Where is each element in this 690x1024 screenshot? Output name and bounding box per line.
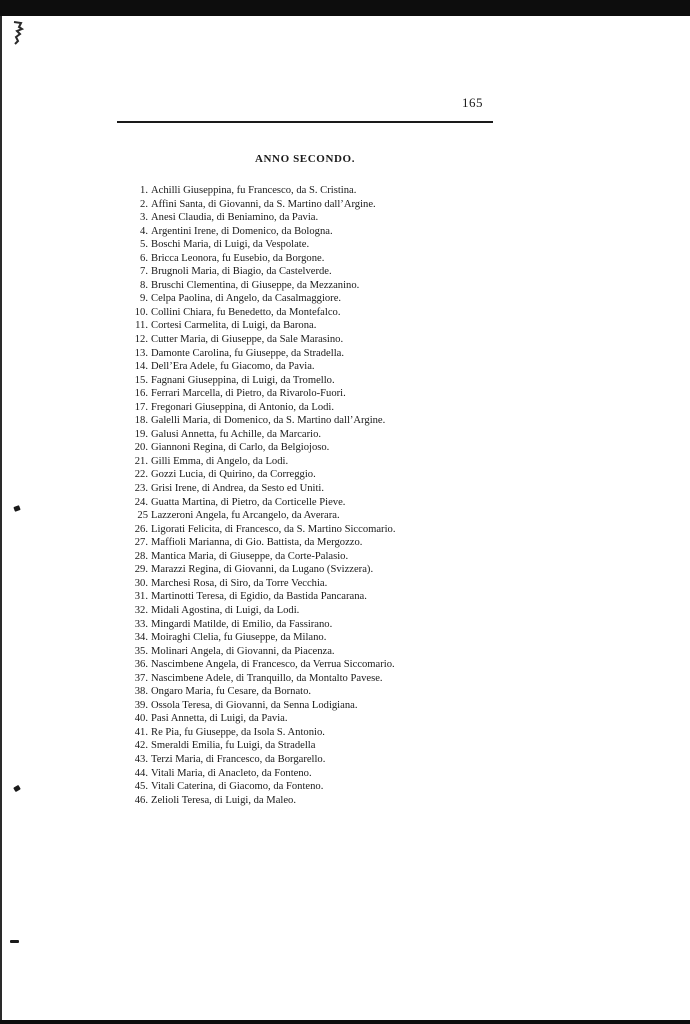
entry-text: Ongaro Maria, fu Cesare, da Bornato. xyxy=(151,686,312,698)
entry-text: Gozzi Lucia, di Quirino, da Correggio. xyxy=(151,469,316,481)
list-item xyxy=(118,306,498,320)
entry-text: Marazzi Regina, di Giovanni, da Lugano (Svizzera). xyxy=(151,564,374,576)
entry-number: 29. xyxy=(134,564,148,576)
list-item xyxy=(118,211,498,225)
entry-text: Terzi Maria, di Francesco, da Borgarello. xyxy=(151,753,326,765)
list-item xyxy=(118,441,498,455)
entry-number: 11. xyxy=(135,320,148,332)
margin-ink-mark xyxy=(13,505,20,512)
list-item xyxy=(118,184,498,198)
entry-number: 24. xyxy=(134,496,148,508)
list-item xyxy=(118,347,498,361)
entry-number: 17. xyxy=(134,401,148,413)
entry-text: Argentini Irene, di Domenico, da Bologna. xyxy=(151,225,333,237)
entry-number: 28. xyxy=(134,550,148,562)
entry-text: Mingardi Matilde, di Emilio, da Fassirano. xyxy=(151,618,333,630)
entry-text: Fagnani Giuseppina, di Luigi, da Tromello. xyxy=(151,374,335,386)
entry-number: 39. xyxy=(134,699,148,711)
list-item xyxy=(118,225,498,239)
list-item xyxy=(118,645,498,659)
entry-text: Boschi Maria, di Luigi, da Vespolate. xyxy=(151,239,310,251)
entry-number: 25 xyxy=(137,510,148,522)
entry-number: 15. xyxy=(134,374,148,386)
entry-number: 44. xyxy=(134,767,148,779)
entry-text: Celpa Paolina, di Angelo, da Casalmaggiore. xyxy=(151,293,342,305)
entry-number: 12. xyxy=(134,334,148,346)
entry-text: Lazzeroni Angela, fu Arcangelo, da Averara. xyxy=(151,510,340,522)
entry-number: 10. xyxy=(134,306,148,318)
entry-number: 2. xyxy=(140,198,148,210)
list-item xyxy=(118,387,498,401)
list-item xyxy=(118,374,498,388)
list-item xyxy=(118,794,498,808)
scan-top-border xyxy=(0,0,690,16)
ink-smudge-icon xyxy=(12,20,24,46)
list-item xyxy=(118,292,498,306)
entry-text: Achilli Giuseppina, fu Francesco, da S. Cristina. xyxy=(151,185,357,196)
section-title: ANNO SECONDO. xyxy=(254,153,356,165)
entry-text: Gilli Emma, di Angelo, da Lodi. xyxy=(151,455,289,467)
list-item xyxy=(118,455,498,469)
entry-number: 7. xyxy=(140,266,148,278)
entry-number: 27. xyxy=(134,537,148,549)
list-item xyxy=(118,604,498,618)
margin-ink-mark xyxy=(10,940,19,943)
entry-number: 26. xyxy=(134,523,148,535)
list-item xyxy=(118,712,498,726)
entry-number: 4. xyxy=(140,225,148,237)
list-item xyxy=(118,265,498,279)
margin-ink-mark xyxy=(13,785,21,792)
entry-number: 3. xyxy=(140,212,148,224)
list-item xyxy=(118,238,498,252)
entry-text: Nascimbene Angela, di Francesco, da Verrua Siccomario. xyxy=(151,659,395,671)
entry-number: 1. xyxy=(140,185,148,196)
entry-number: 16. xyxy=(134,388,148,400)
entry-text: Ossola Teresa, di Giovanni, da Senna Lodigiana. xyxy=(151,699,358,711)
list-item xyxy=(118,401,498,415)
list-item xyxy=(118,699,498,713)
entry-text: Dell’Era Adele, fu Giacomo, da Pavia. xyxy=(151,361,315,373)
list-item xyxy=(118,726,498,740)
entry-number: 18. xyxy=(134,415,148,427)
entry-text: Giannoni Regina, di Carlo, da Belgiojoso. xyxy=(151,442,330,454)
list-item xyxy=(118,590,498,604)
entry-text: Pasi Annetta, di Luigi, da Pavia. xyxy=(151,713,288,725)
list-item xyxy=(118,658,498,672)
entry-number: 20. xyxy=(134,442,148,454)
entry-number: 37. xyxy=(134,672,148,684)
entry-text: Grisi Irene, di Andrea, da Sesto ed Uniti. xyxy=(151,483,324,495)
entry-text: Cortesi Carmelita, di Luigi, da Barona. xyxy=(151,320,317,332)
list-item xyxy=(118,672,498,686)
entry-text: Collini Chiara, fu Benedetto, da Montefalco. xyxy=(151,306,341,318)
entry-text: Fregonari Giuseppina, di Antonio, da Lodi. xyxy=(151,401,335,413)
entry-text: Molinari Angela, di Giovanni, da Piacenza. xyxy=(151,645,335,657)
list-item xyxy=(118,780,498,794)
entry-number: 22. xyxy=(134,469,148,481)
entry-text: Affini Santa, di Giovanni, da S. Martino dall’Argine. xyxy=(151,198,376,210)
list-item xyxy=(118,360,498,374)
scan-left-edge xyxy=(0,16,2,1020)
list-item xyxy=(118,252,498,266)
list-item xyxy=(118,563,498,577)
entry-text: Bruschi Clementina, di Giuseppe, da Mezzanino. xyxy=(151,279,360,291)
list-item xyxy=(118,509,498,523)
entry-number: 41. xyxy=(134,726,148,738)
entry-text: Maffioli Marianna, di Gio. Battista, da Mergozzo. xyxy=(151,537,363,549)
entry-number: 36. xyxy=(134,659,148,671)
page-number: 165 xyxy=(462,95,483,110)
entry-text: Ligorati Felicita, di Francesco, da S. Martino Siccomario. xyxy=(151,523,396,535)
list-item xyxy=(118,631,498,645)
entry-number: 21. xyxy=(134,455,148,467)
entry-number: 19. xyxy=(134,428,148,440)
list-item xyxy=(118,577,498,591)
entry-text: Zelioli Teresa, di Luigi, da Maleo. xyxy=(151,794,296,806)
entry-number: 23. xyxy=(134,483,148,495)
entry-text: Guatta Martina, di Pietro, da Corticelle Pieve. xyxy=(151,496,346,508)
list-item xyxy=(118,428,498,442)
entry-text: Vitali Caterina, di Giacomo, da Fonteno. xyxy=(151,781,324,793)
entry-text: Damonte Carolina, fu Giuseppe, da Stradella. xyxy=(151,347,344,359)
entry-number: 46. xyxy=(134,794,148,806)
entry-text: Galusi Annetta, fu Achille, da Marcario. xyxy=(151,428,322,440)
entry-number: 33. xyxy=(134,618,148,630)
student-list xyxy=(118,184,498,807)
entry-text: Anesi Claudia, di Beniamino, da Pavia. xyxy=(151,212,319,224)
list-item xyxy=(118,496,498,510)
list-item xyxy=(118,536,498,550)
entry-number: 32. xyxy=(134,604,148,616)
list-item xyxy=(118,618,498,632)
entry-number: 8. xyxy=(140,279,148,291)
entry-text: Mantica Maria, di Giuseppe, da Corte-Palasio. xyxy=(151,550,349,562)
list-item xyxy=(118,550,498,564)
entry-text: Vitali Maria, di Anacleto, da Fonteno. xyxy=(151,767,312,779)
list-item xyxy=(118,739,498,753)
list-item xyxy=(118,468,498,482)
list-item xyxy=(118,198,498,212)
entry-number: 34. xyxy=(134,632,148,644)
scan-bottom-border xyxy=(0,1020,690,1024)
entry-number: 43. xyxy=(134,753,148,765)
list-item xyxy=(118,767,498,781)
entry-number: 35. xyxy=(134,645,148,657)
list-item xyxy=(118,279,498,293)
list-item xyxy=(118,523,498,537)
entry-number: 9. xyxy=(140,293,148,305)
entry-text: Brugnoli Maria, di Biagio, da Castelverde. xyxy=(151,266,332,278)
entry-number: 42. xyxy=(134,740,148,752)
list-item xyxy=(118,333,498,347)
entry-number: 38. xyxy=(134,686,148,698)
entry-text: Galelli Maria, di Domenico, da S. Martino dall’Argine. xyxy=(151,415,386,427)
entry-text: Re Pia, fu Giuseppe, da Isola S. Antonio. xyxy=(151,726,325,738)
list-item xyxy=(118,482,498,496)
entry-number: 40. xyxy=(134,713,148,725)
list-item xyxy=(118,414,498,428)
entry-number: 31. xyxy=(134,591,148,603)
entry-text: Bricca Leonora, fu Eusebio, da Borgone. xyxy=(151,252,325,264)
entry-text: Midali Agostina, di Luigi, da Lodi. xyxy=(151,604,300,616)
entry-number: 6. xyxy=(140,252,148,264)
header-rule xyxy=(117,121,493,123)
entry-number: 30. xyxy=(134,577,148,589)
entry-number: 5. xyxy=(140,239,148,251)
entry-text: Nascimbene Adele, di Tranquillo, da Montalto Pavese. xyxy=(151,672,383,684)
entry-text: Cutter Maria, di Giuseppe, da Sale Marasino. xyxy=(151,334,344,346)
entry-number: 45. xyxy=(134,781,148,793)
entry-text: Smeraldi Emilia, fu Luigi, da Stradella xyxy=(151,740,316,752)
list-item xyxy=(118,753,498,767)
entry-text: Ferrari Marcella, di Pietro, da Rivarolo-Fuori. xyxy=(151,388,346,400)
entry-text: Martinotti Teresa, di Egidio, da Bastida Pancarana. xyxy=(151,591,367,603)
entry-text: Moiraghi Clelia, fu Giuseppe, da Milano. xyxy=(151,632,327,644)
list-item xyxy=(118,319,498,333)
entry-number: 14. xyxy=(134,361,148,373)
entry-number: 13. xyxy=(134,347,148,359)
list-item xyxy=(118,685,498,699)
entry-text: Marchesi Rosa, di Siro, da Torre Vecchia. xyxy=(151,577,328,589)
